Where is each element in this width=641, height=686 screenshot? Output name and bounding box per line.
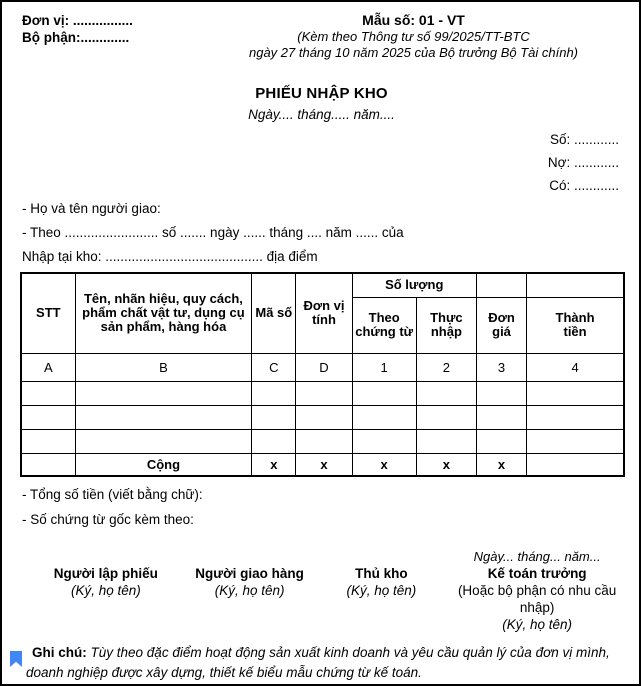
col-header-qty-actual: Thực nhập <box>416 297 476 353</box>
signature-sub: (Ký, họ tên) <box>346 583 417 598</box>
key-cell: 3 <box>476 353 526 381</box>
key-cell: B <box>75 353 252 381</box>
key-cell: 1 <box>352 353 416 381</box>
circular-reference-line2: ngày 27 tháng 10 năm 2025 của Bộ trưởng Bộ Tài chính) <box>248 45 579 60</box>
signature-title: Người lập phiếu <box>53 566 158 581</box>
signature-title: Kế toán trưởng <box>487 566 587 581</box>
signature-preparer <box>22 548 190 633</box>
signature-sub: (Ký, họ tên) <box>502 617 573 632</box>
col-header-stt: STT <box>21 273 75 353</box>
document-date-line: Ngày.... tháng..... năm.... <box>248 107 395 122</box>
attached-documents-line: - Số chứng từ gốc kèm theo: <box>22 512 194 527</box>
reference-document-line: - Theo ......................... số ....... ngày ...... tháng .... năm ...... của <box>22 225 404 240</box>
total-label: Cộng <box>75 453 252 476</box>
key-cell: 4 <box>527 353 624 381</box>
key-cell: 2 <box>416 353 476 381</box>
signature-chief-accountant <box>453 548 621 633</box>
footnote-label: Ghi chú: <box>32 645 87 660</box>
signature-deliverer <box>190 548 310 633</box>
col-header-blank-over-unit-price <box>476 273 526 297</box>
key-cell: D <box>296 353 352 381</box>
total-x-cell: x <box>476 453 526 476</box>
total-x-cell: x <box>252 453 296 476</box>
unit-field: Đơn vị: ................ <box>22 13 133 28</box>
table-empty-row <box>21 429 624 453</box>
signature-note: (Hoặc bộ phận có nhu cầu nhập) <box>457 583 617 615</box>
col-header-quantity-group: Số lượng <box>352 273 476 297</box>
table-total-row <box>21 453 624 476</box>
ledger-refs <box>22 128 621 197</box>
deliverer-name-line: - Họ và tên người giao: <box>22 201 161 216</box>
form-number: Mẫu số: 01 - VT <box>362 12 465 28</box>
total-x-cell: x <box>352 453 416 476</box>
footnote-text: Tùy theo đặc điểm hoạt động sản xuất kinh doanh và yêu cầu quản lý của đơn vị mình, doanh nghiệp được xây dựng, thiết kế biểu mẫu chứng từ kế toán. <box>26 645 610 680</box>
column-key-row <box>21 353 624 381</box>
col-header-code: Mã số <box>252 273 296 353</box>
number-field: Số: ............ <box>549 132 619 147</box>
totals-lines <box>22 482 621 532</box>
signature-sub: (Ký, họ tên) <box>214 583 285 598</box>
signature-title: Người giao hàng <box>195 566 304 581</box>
total-x-cell: x <box>416 453 476 476</box>
form-number-block <box>206 12 621 61</box>
signature-date-line: Ngày... tháng... năm... <box>473 549 601 564</box>
bookmark-icon[interactable] <box>10 651 22 667</box>
col-header-amount <box>527 297 624 353</box>
amount-header-text: Thành tiền <box>555 310 595 339</box>
items-table <box>20 272 625 477</box>
table-empty-row <box>21 405 624 429</box>
issuer-block <box>22 12 197 61</box>
col-header-blank-over-amount <box>527 273 624 297</box>
total-x-cell: x <box>296 453 352 476</box>
page-title: PHIẾU NHẬP KHO <box>255 85 388 102</box>
item-name-header-text: Tên, nhãn hiệu, quy cách, phẩm chất vật tư, dụng cụ sản phẩm, hàng hóa <box>82 291 245 335</box>
signature-sub: (Ký, họ tên) <box>70 583 141 598</box>
signature-row <box>22 548 621 633</box>
table-empty-row <box>21 381 624 405</box>
key-cell: C <box>252 353 296 381</box>
department-field: Bộ phận:............. <box>22 30 130 45</box>
amount-in-words-line: - Tổng số tiền (viết bằng chữ): <box>22 487 203 502</box>
col-header-unit-price: Đơn giá <box>476 297 526 353</box>
info-lines <box>22 197 621 269</box>
circular-reference-line1: (Kèm theo Thông tư số 99/2025/TT-BTC <box>297 29 530 44</box>
key-cell: A <box>21 353 75 381</box>
warehouse-location-line: Nhập tại kho: .......................................... địa điểm <box>22 249 318 264</box>
debit-field: Nợ: ............ <box>547 155 619 170</box>
col-header-qty-per-document: Theo chứng từ <box>352 297 416 353</box>
credit-field: Có: ............ <box>549 178 619 193</box>
form-header <box>22 12 621 61</box>
signature-storekeeper <box>310 548 454 633</box>
footnote <box>26 643 627 683</box>
col-header-item-name <box>75 273 252 353</box>
col-header-unit: Đơn vị tính <box>296 273 352 353</box>
signature-title: Thủ kho <box>355 566 408 581</box>
